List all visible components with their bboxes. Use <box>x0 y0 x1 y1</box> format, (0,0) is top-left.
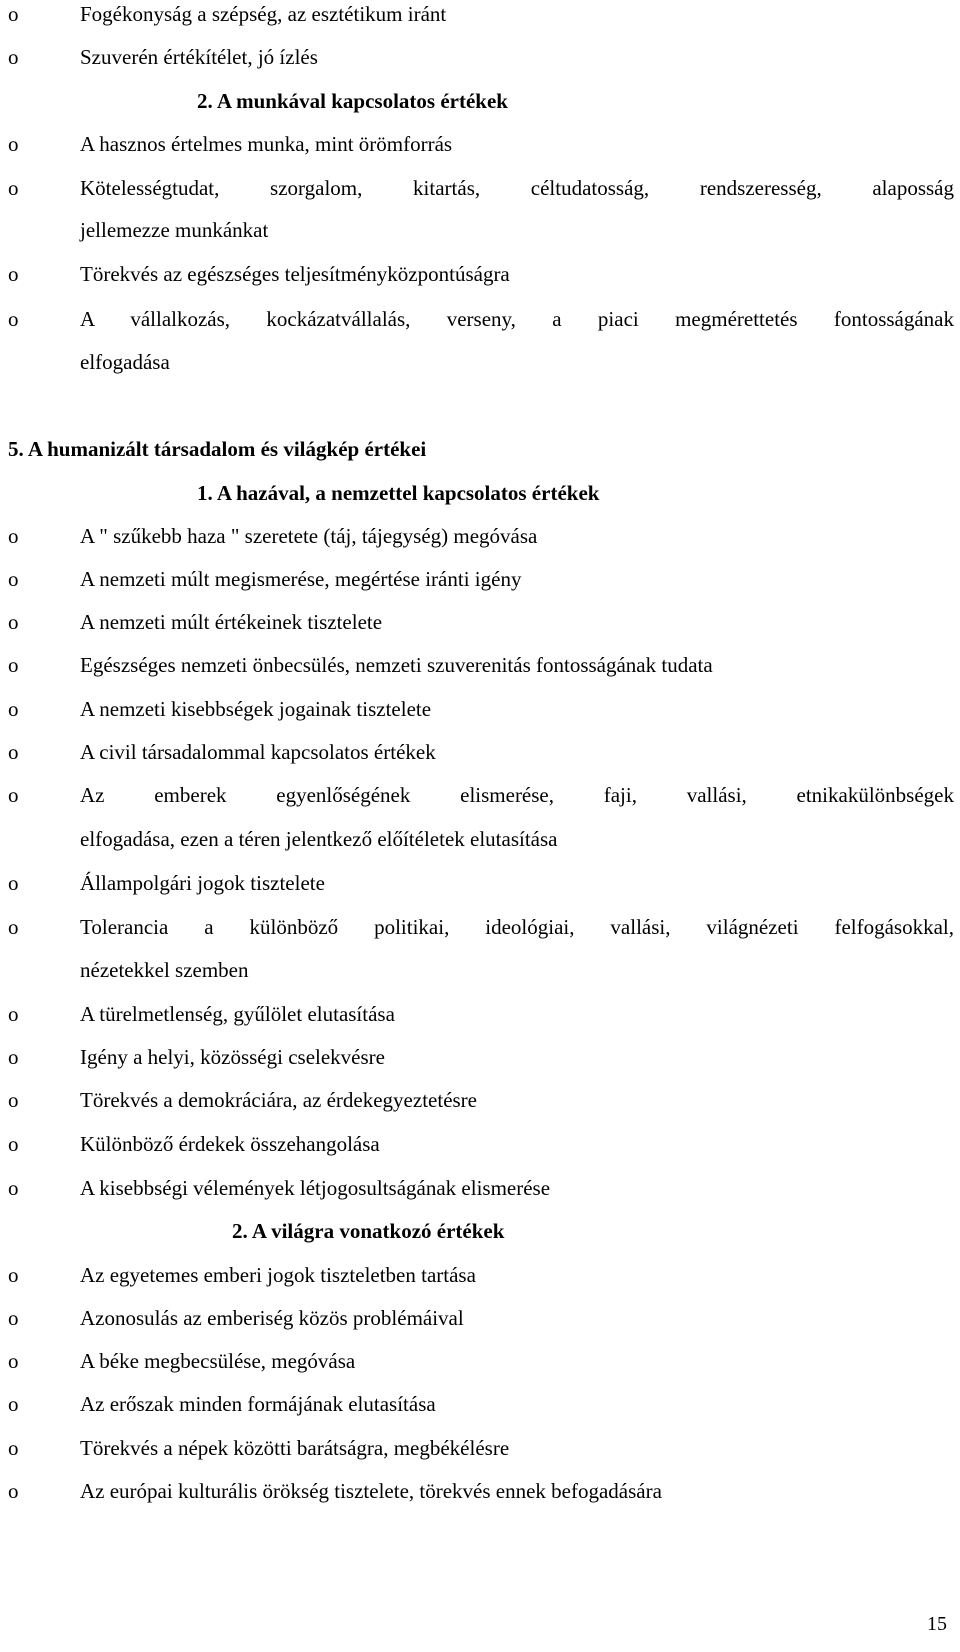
list-item-text: A nemzeti múlt megismerése, megértése iránti igény <box>80 567 522 591</box>
bullet-marker: o <box>8 1392 19 1416</box>
bullet-marker: o <box>8 1176 19 1200</box>
bullet-marker: o <box>8 176 19 200</box>
bullet-marker: o <box>8 1263 19 1287</box>
list-item-text: A kisebbségi vélemények létjogosultságának elismerése <box>80 1176 551 1200</box>
list-item-text: A vállalkozás, kockázatvállalás, verseny, a piaci megmérettetés fontosságának <box>80 307 954 331</box>
bullet-marker: o <box>8 45 19 69</box>
subheading-nation-values: 1. A hazával, a nemzettel kapcsolatos értékek <box>197 481 600 505</box>
bullet-marker: o <box>8 262 19 286</box>
list-item-text: A " szűkebb haza " szeretete (táj, tájegység) megóvása <box>80 524 538 548</box>
bullet-marker: o <box>8 653 19 677</box>
list-item-text: nézetekkel szemben <box>80 958 249 982</box>
list-item-text: Törekvés az egészséges teljesítményközpontúságra <box>80 262 510 286</box>
list-item-text: A civil társadalommal kapcsolatos értékek <box>80 740 436 764</box>
list-item-text: Törekvés a népek közötti barátságra, megbékélésre <box>80 1436 510 1460</box>
list-item-text: A türelmetlenség, gyűlölet elutasítása <box>80 1002 395 1026</box>
list-item-text: elfogadása, ezen a téren jelentkező előítéletek elutasítása <box>80 827 558 851</box>
list-item-text: elfogadása <box>80 350 170 374</box>
list-item-text: Azonosulás az emberiség közös problémáival <box>80 1306 464 1330</box>
list-item-text: Az emberek egyenlőségének elismerése, faji, vallási, etnikakülönbségek <box>80 783 954 807</box>
list-item-text: Egészséges nemzeti önbecsülés, nemzeti szuverenitás fontosságának tudata <box>80 653 713 677</box>
subheading-work-values: 2. A munkával kapcsolatos értékek <box>197 89 508 113</box>
bullet-marker: o <box>8 1306 19 1330</box>
bullet-marker: o <box>8 871 19 895</box>
list-item-text: A hasznos értelmes munka, mint örömforrás <box>80 132 453 156</box>
bullet-marker: o <box>8 1088 19 1112</box>
list-item-text: Fogékonyság a szépség, az esztétikum iránt <box>80 2 447 26</box>
bullet-marker: o <box>8 2 19 26</box>
list-item-text: A béke megbecsülése, megóvása <box>80 1349 356 1373</box>
list-item-text: A nemzeti múlt értékeinek tisztelete <box>80 610 383 634</box>
bullet-marker: o <box>8 307 19 331</box>
bullet-marker: o <box>8 915 19 939</box>
bullet-marker: o <box>8 740 19 764</box>
bullet-marker: o <box>8 1002 19 1026</box>
list-item-text: Az egyetemes emberi jogok tiszteletben tartása <box>80 1263 476 1287</box>
bullet-marker: o <box>8 783 19 807</box>
page-number: 15 <box>927 1613 947 1635</box>
list-item-text: Igény a helyi, közösségi cselekvésre <box>80 1045 385 1069</box>
list-item-text: Állampolgári jogok tisztelete <box>80 871 325 895</box>
subheading-world-values: 2. A világra vonatkozó értékek <box>232 1219 505 1243</box>
list-item-text: Tolerancia a különböző politikai, ideológiai, vallási, világnézeti felfogásokkal, <box>80 915 954 939</box>
bullet-marker: o <box>8 1436 19 1460</box>
bullet-marker: o <box>8 567 19 591</box>
list-item-text: Az erőszak minden formájának elutasítása <box>80 1392 436 1416</box>
bullet-marker: o <box>8 524 19 548</box>
list-item-text: Törekvés a demokráciára, az érdekegyeztetésre <box>80 1088 478 1112</box>
list-item-text: A nemzeti kisebbségek jogainak tisztelete <box>80 697 432 721</box>
list-item-text: Szuverén értékítélet, jó ízlés <box>80 45 318 69</box>
bullet-marker: o <box>8 1045 19 1069</box>
bullet-marker: o <box>8 1349 19 1373</box>
list-item-text: Különböző érdekek összehangolása <box>80 1132 380 1156</box>
list-item-text: Az európai kulturális örökség tisztelete, törekvés ennek befogadására <box>80 1479 662 1503</box>
list-item-text: Kötelességtudat, szorgalom, kitartás, céltudatosság, rendszeresség, alaposság <box>80 176 954 200</box>
bullet-marker: o <box>8 1479 19 1503</box>
list-item-text: jellemezze munkánkat <box>80 218 269 242</box>
section-heading: 5. A humanizált társadalom és világkép értékei <box>8 437 427 461</box>
bullet-marker: o <box>8 1132 19 1156</box>
bullet-marker: o <box>8 132 19 156</box>
bullet-marker: o <box>8 610 19 634</box>
bullet-marker: o <box>8 697 19 721</box>
